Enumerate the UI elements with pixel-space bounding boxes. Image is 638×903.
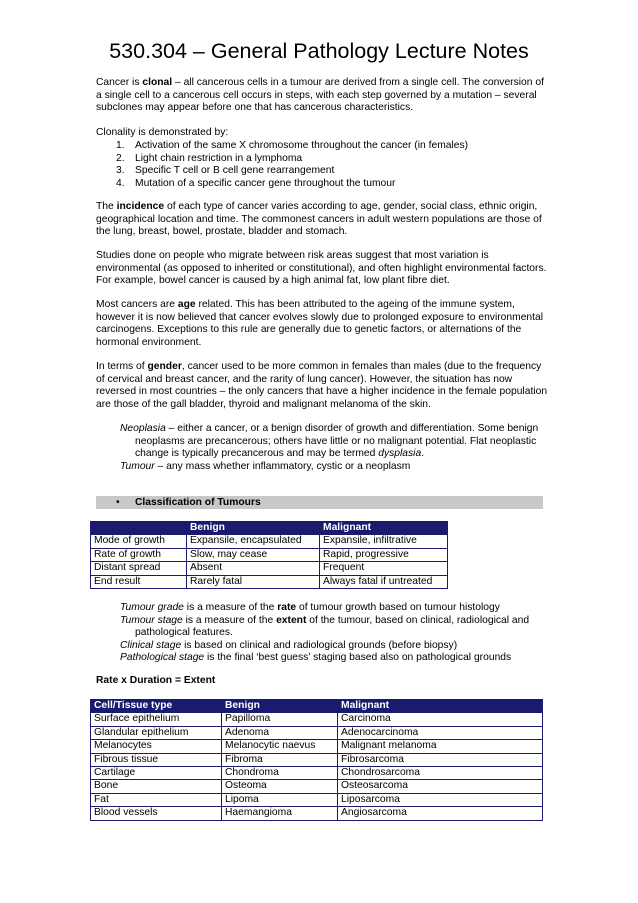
clonal-pre: Cancer is: [96, 77, 143, 88]
table-header-row: [91, 522, 448, 535]
classification-label: Classification of Tumours: [135, 497, 261, 508]
benign-malignant-table: [90, 521, 448, 589]
list-item: [116, 153, 548, 166]
tumour-definition: [120, 461, 548, 474]
table-cell: Expansile, infiltrative: [320, 535, 448, 548]
grade-bold: rate: [277, 602, 297, 613]
incidence-pre: The: [96, 201, 117, 212]
table-row: [91, 740, 543, 753]
table-row: [91, 780, 543, 793]
neoplasia-text: – either a cancer, or a benign disorder of growth and differentiation. Some benign neoplasms are precancerous; others have little or no malignant potential. Flat neoplastic change is typically precancerous and may be termed: [135, 423, 539, 460]
table-cell: Rate of growth: [91, 548, 187, 561]
list-number: 2.: [116, 152, 125, 164]
clinical-text: is based on clinical and radiological grounds (before biopsy): [181, 639, 458, 651]
age-pre: Most cancers are: [96, 299, 178, 310]
table-row: [91, 713, 543, 726]
table-cell: Distant spread: [91, 562, 187, 575]
table-cell: Fibroma: [222, 753, 338, 766]
definitions: [120, 423, 548, 473]
table-cell: Cartilage: [91, 767, 222, 780]
table-header-cell: Malignant: [338, 700, 543, 713]
tissue-type-table: [90, 699, 543, 821]
table-cell: Absent: [187, 562, 320, 575]
table-row: [91, 767, 543, 780]
table-cell: End result: [91, 575, 187, 588]
table-cell: Haemangioma: [222, 807, 338, 820]
gender-post: , cancer used to be more common in females than males (due to the frequency of cervical and breast cancer, and the rarity of lung cancer). However, the situation has now reversed in most countries – the only cancers that have a higher incidence in the female population are those of the gall bladder, thyroid and malignant melanoma of the skin.: [96, 361, 548, 410]
gender-pre: In terms of: [96, 361, 148, 372]
table-cell: Papilloma: [222, 713, 338, 726]
grade-term: Tumour grade: [120, 602, 184, 613]
table-cell: Malignant melanoma: [338, 740, 543, 753]
clonality-list: [116, 140, 548, 190]
table-row: [91, 535, 448, 548]
table-row: [91, 575, 448, 588]
table-cell: Osteoma: [222, 780, 338, 793]
clonal-term: clonal: [142, 77, 173, 88]
table-cell: Glandular epithelium: [91, 726, 222, 739]
table-cell: Lipoma: [222, 793, 338, 806]
table-cell: Adenocarcinoma: [338, 726, 543, 739]
table-cell: Fibrous tissue: [91, 753, 222, 766]
table-row: [91, 753, 543, 766]
table-cell: Melanocytes: [91, 740, 222, 753]
table-header-cell: Benign: [222, 700, 338, 713]
pathological-text: is the final ‘best guess’ staging based also on pathological grounds: [204, 652, 512, 664]
incidence-post: of each type of cancer varies according to age, gender, social class, ethnic origin, geographical location and time. The commonest cancers in adult western populations are those of the lung, breast, bowel, prostate, bladder and stomach.: [96, 201, 542, 238]
table-cell: Chondroma: [222, 767, 338, 780]
gender-paragraph: [96, 361, 548, 411]
incidence-paragraph: [96, 201, 548, 239]
table-row: [91, 562, 448, 575]
clonal-post: – all cancerous cells in a tumour are derived from a single cell. The conversion of a single cell to a cancerous cell occurs in steps, with each step governed by a mutation – several subclones may appear before one that has cancerous characteristics.: [96, 77, 544, 114]
table-cell: Bone: [91, 780, 222, 793]
age-term: age: [177, 299, 196, 310]
rate-duration-extent: Rate x Duration = Extent: [96, 675, 216, 686]
page-title: 530.304 – General Pathology Lecture Notes: [109, 39, 529, 63]
neoplasia-term: Neoplasia: [120, 423, 166, 434]
list-text: Specific T cell or B cell gene rearrangement: [135, 165, 335, 177]
table-cell: Liposarcoma: [338, 793, 543, 806]
age-paragraph: [96, 299, 548, 349]
table-cell: Osteosarcoma: [338, 780, 543, 793]
tumour-term: Tumour: [120, 460, 155, 472]
list-item: [116, 178, 548, 191]
table-row: [91, 807, 543, 820]
table-header-cell: Benign: [187, 522, 320, 535]
staging-definitions: [120, 602, 548, 665]
table-cell: Rarely fatal: [187, 575, 320, 588]
list-text: Mutation of a specific cancer gene throughout the tumour: [135, 177, 396, 189]
age-post: related. This has been attributed to the ageing of the immune system, however it is now believed that cancer evolves slowly due to prolonged exposure to environmental carcinogens. Exceptions to this rule are generally due to genetic factors, or alternations of the hormonal environment.: [96, 299, 544, 348]
table-cell: Melanocytic naevus: [222, 740, 338, 753]
table-header-row: [91, 700, 543, 713]
clonality-intro: Clonality is demonstrated by:: [96, 127, 229, 138]
list-number: 1.: [116, 140, 125, 151]
grade-definition: [120, 602, 548, 615]
pathological-stage-definition: [120, 652, 548, 665]
grade-post: of tumour growth based on tumour histology: [296, 602, 500, 613]
incidence-term: incidence: [116, 201, 165, 212]
table-cell: Expansile, encapsulated: [187, 535, 320, 548]
table-cell: Chondrosarcoma: [338, 767, 543, 780]
list-item: [116, 165, 548, 178]
table-row: [91, 548, 448, 561]
table-cell: Surface epithelium: [91, 713, 222, 726]
stage-pre: is a measure of the: [182, 614, 277, 626]
bullet-icon: •: [116, 497, 120, 508]
list-text: Activation of the same X chromosome throughout the cancer (in females): [135, 140, 469, 151]
neoplasia-definition: [120, 423, 548, 461]
dysplasia-term: dysplasia: [378, 448, 422, 460]
table-cell: Adenoma: [222, 726, 338, 739]
grade-pre: is a measure of the: [183, 602, 278, 613]
table-cell: Angiosarcoma: [338, 807, 543, 820]
list-item: [116, 140, 548, 153]
table-row: [91, 793, 543, 806]
pathological-term: Pathological stage: [120, 652, 205, 664]
classification-heading: [96, 496, 543, 509]
list-number: 3.: [116, 165, 125, 177]
tumour-text: – any mass whether inflammatory, cystic or a neoplasm: [154, 460, 411, 472]
table-header-cell: Malignant: [320, 522, 448, 535]
table-cell: Fibrosarcoma: [338, 753, 543, 766]
clinical-term: Clinical stage: [120, 639, 182, 651]
gender-term: gender: [147, 361, 182, 372]
table-cell: Rapid, progressive: [320, 548, 448, 561]
table-cell: Frequent: [320, 562, 448, 575]
stage-definition: [120, 615, 548, 640]
list-number: 4.: [116, 177, 125, 189]
stage-term: Tumour stage: [120, 614, 183, 626]
neoplasia-end: .: [421, 448, 425, 460]
table-cell: Blood vessels: [91, 807, 222, 820]
table-cell: Always fatal if untreated: [320, 575, 448, 588]
table-header-cell: [91, 522, 187, 535]
clinical-stage-definition: [120, 640, 548, 653]
table-header-cell: Cell/Tissue type: [91, 700, 222, 713]
table-cell: Carcinoma: [338, 713, 543, 726]
stage-post: of the tumour, based on clinical, radiological and pathological features.: [135, 614, 530, 639]
list-text: Light chain restriction in a lymphoma: [135, 152, 303, 164]
clonal-paragraph: [96, 77, 548, 115]
table-row: [91, 726, 543, 739]
table-cell: Mode of growth: [91, 535, 187, 548]
table-cell: Slow, may cease: [187, 548, 320, 561]
migrate-paragraph: Studies done on people who migrate between risk areas suggest that most variation is environmental (as opposed to inherited or constitutional), and often highlight environmental factors. For example, bowel cancer is caused by a high animal fat, low plant fibre diet.: [96, 250, 547, 287]
stage-bold: extent: [276, 614, 307, 626]
table-cell: Fat: [91, 793, 222, 806]
